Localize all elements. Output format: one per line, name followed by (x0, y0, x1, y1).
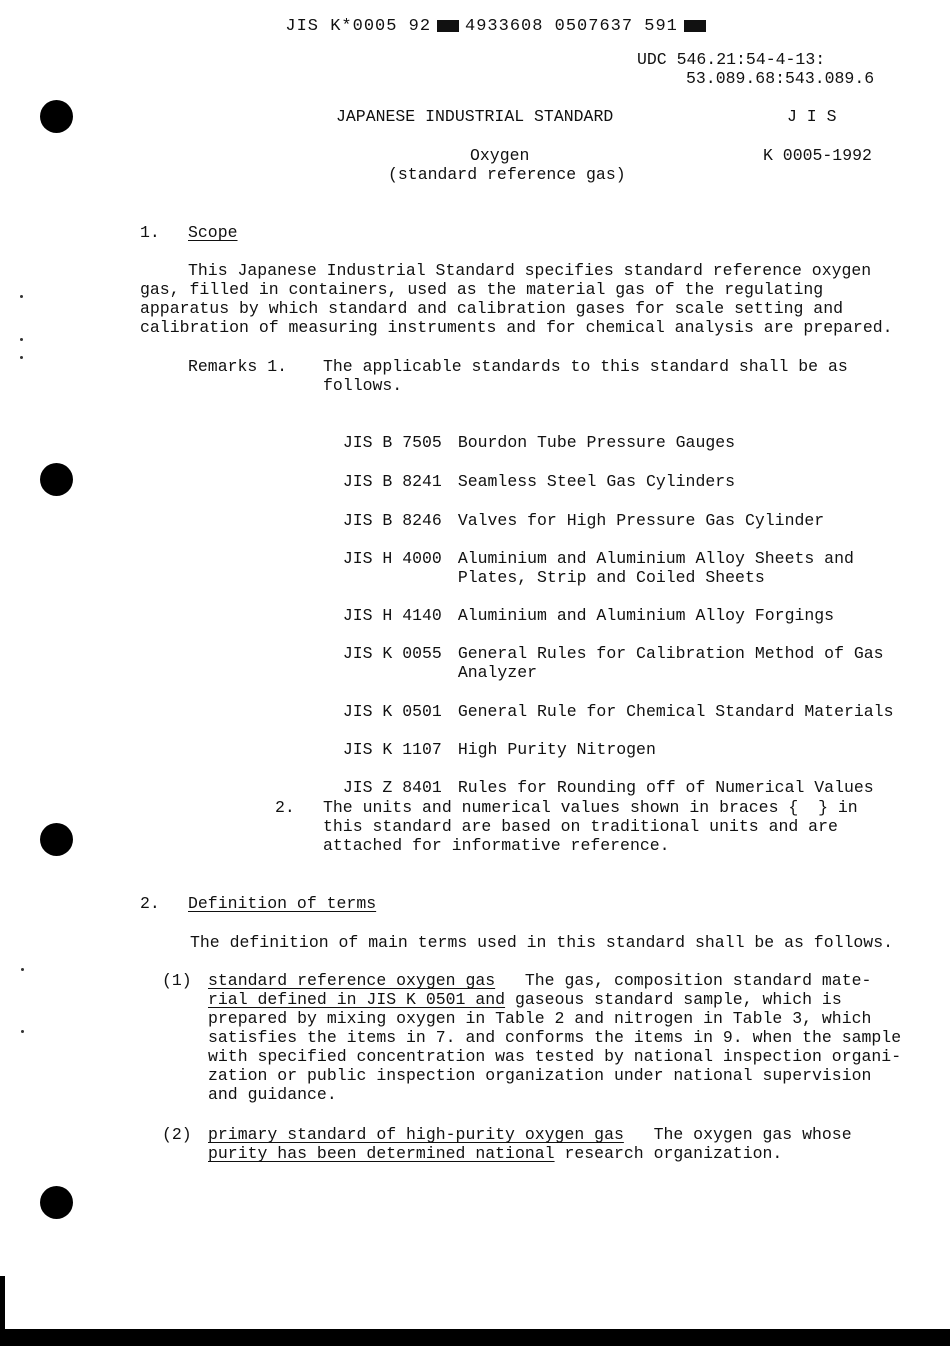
standard-title: Bourdon Tube Pressure Gauges (457, 433, 736, 452)
section-1-number: 1. (140, 223, 160, 242)
standard-code: JIS K 0055 (342, 644, 442, 663)
definition-2-text: research organization. (554, 1144, 783, 1163)
standard-code: JIS B 7505 (342, 433, 442, 452)
remark-2-line: The units and numerical values shown in braces { } in (323, 798, 858, 817)
definition-1-term-cont: rial defined in JIS K 0501 and (208, 990, 506, 1009)
scope-line: gas, filled in containers, used as the material gas of the regulating (140, 280, 824, 299)
standard-code: JIS H 4140 (342, 606, 442, 625)
standard-reference-row (323, 759, 874, 797)
definition-1-term: standard reference oxygen gas (208, 971, 496, 990)
definitions-intro: The definition of main terms used in this standard shall be as follows. (190, 933, 894, 952)
standard-reference-row (323, 414, 735, 452)
standard-code: JIS B 8241 (342, 472, 442, 491)
standard-code: JIS Z 8401 (342, 778, 442, 797)
punch-hole (40, 463, 73, 496)
scan-header (263, 0, 712, 36)
scope-line: This Japanese Industrial Standard specifies standard reference oxygen (188, 261, 872, 280)
scan-speck (20, 338, 23, 341)
definition-2-text: The oxygen gas whose (623, 1125, 852, 1144)
section-2-title: Definition of terms (188, 894, 377, 913)
definition-2-number: (2) (162, 1125, 192, 1144)
standard-title: Aluminium and Aluminium Alloy Forgings (457, 606, 835, 625)
punch-hole (40, 823, 73, 856)
standard-title: Valves for High Pressure Gas Cylinder (457, 511, 825, 530)
standard-code: JIS K 1107 (342, 740, 442, 759)
definition-1-line: and guidance. (208, 1085, 337, 1104)
definition-2-term: primary standard of high-purity oxygen gas (208, 1125, 624, 1144)
scan-speck (20, 295, 23, 298)
scan-edge-line (0, 1276, 5, 1336)
standard-reference-row (323, 587, 834, 625)
definition-1-line: prepared by mixing oxygen in Table 2 and nitrogen in Table 3, which (208, 1009, 872, 1028)
standard-title-cont: Analyzer (457, 663, 538, 682)
standard-reference-row-cont (323, 549, 765, 587)
scan-header-serial: 4933608 0507637 591 (465, 17, 678, 36)
definition-2-text-underlined: purity has been determined national (208, 1144, 555, 1163)
scope-line: apparatus by which standard and calibration gases for scale setting and (140, 299, 844, 318)
standard-code: JIS H 4000 (342, 549, 442, 568)
definition-2-line (208, 1125, 852, 1144)
standard-reference-row (323, 721, 656, 759)
udc-line-1: UDC 546.21:54-4-13: (637, 50, 826, 69)
remark-1-line: The applicable standards to this standard shall be as (323, 357, 848, 376)
definition-1-line (208, 990, 842, 1009)
standard-title: High Purity Nitrogen (457, 740, 656, 759)
scan-header-code: JIS K*0005 92 (285, 17, 432, 36)
document-subtitle: (standard reference gas) (388, 165, 626, 184)
standard-reference-row-cont (323, 644, 537, 682)
remark-1-line: follows. (323, 376, 403, 395)
definition-1-text: The gas, composition standard mate- (495, 971, 872, 990)
definition-1-line: zation or public inspection organization under national supervision (208, 1066, 872, 1085)
standard-title: General Rules for Calibration Method of Gas (457, 644, 884, 663)
standard-reference-row (323, 453, 735, 491)
redaction-block (437, 20, 459, 32)
definition-1-line: with specified concentration was tested by national inspection organi- (208, 1047, 902, 1066)
scope-line: calibration of measuring instruments and for chemical analysis are prepared. (140, 318, 893, 337)
scan-speck (21, 1030, 24, 1033)
scan-edge-line (0, 1329, 950, 1346)
standard-title: Aluminium and Aluminium Alloy Sheets and (457, 549, 854, 568)
standard-number: K 0005-1992 (763, 146, 872, 165)
remarks-label: Remarks 1. (188, 357, 288, 376)
definition-2-line (208, 1144, 782, 1163)
standard-reference-row (323, 683, 893, 721)
standard-code: JIS K 0501 (342, 702, 442, 721)
standard-title: Rules for Rounding off of Numerical Values (457, 778, 874, 797)
definition-1-text: gaseous standard sample, which is (505, 990, 842, 1009)
punch-hole (40, 100, 73, 133)
punch-hole (40, 1186, 73, 1219)
remark-2-line: attached for informative reference. (323, 836, 670, 855)
scan-speck (21, 968, 24, 971)
standard-org: JAPANESE INDUSTRIAL STANDARD (336, 107, 614, 126)
section-1-title: Scope (188, 223, 238, 242)
standard-reference-row (323, 492, 824, 530)
standard-code: JIS B 8246 (342, 511, 442, 530)
standard-title: General Rule for Chemical Standard Materials (457, 702, 894, 721)
document-title: Oxygen (470, 146, 530, 165)
definition-1-number: (1) (162, 971, 192, 990)
udc-line-2: 53.089.68:543.089.6 (686, 69, 875, 88)
definition-1-line: satisfies the items in 7. and conforms the items in 9. when the sample (208, 1028, 902, 1047)
remark-2-number: 2. (275, 798, 295, 817)
redaction-block (684, 20, 706, 32)
standard-title-cont: Plates, Strip and Coiled Sheets (457, 568, 765, 587)
section-2-number: 2. (140, 894, 160, 913)
scan-speck (20, 356, 23, 359)
jis-mark: J I S (787, 107, 837, 126)
remark-2-line: this standard are based on traditional units and are (323, 817, 838, 836)
definition-1-line (208, 971, 871, 990)
standard-title: Seamless Steel Gas Cylinders (457, 472, 736, 491)
